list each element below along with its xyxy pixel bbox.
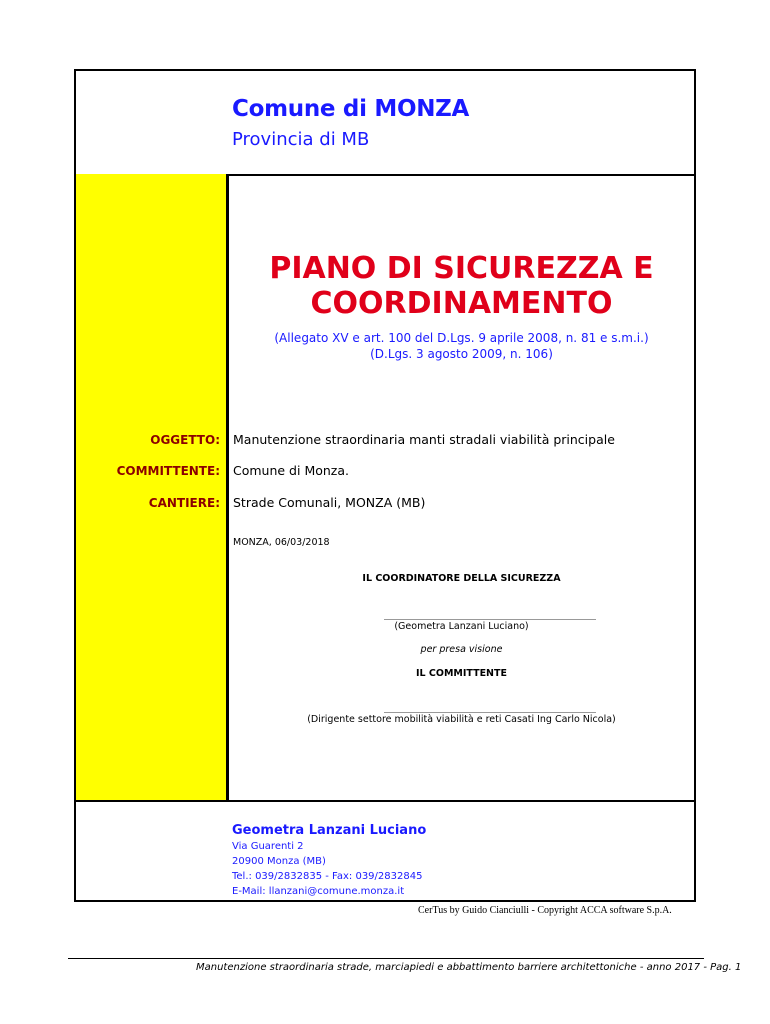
place-date: MONZA, 06/03/2018 bbox=[233, 537, 330, 548]
town-name: Comune di MONZA bbox=[232, 96, 470, 122]
client-signature-line bbox=[384, 712, 596, 713]
title-line-1: PIANO DI SICUREZZA E bbox=[269, 251, 654, 286]
yellow-sidebar bbox=[76, 174, 229, 800]
client-heading: IL COMMITTENTE bbox=[416, 668, 507, 679]
page-footer: Manutenzione straordinaria strade, marciapiedi e abbattimento barriere architettoniche - anno 2017 - Pag. 1 bbox=[196, 962, 742, 973]
committente-label: COMMITTENTE: bbox=[116, 464, 220, 478]
province-name: Provincia di MB bbox=[232, 129, 370, 150]
cover-frame bbox=[74, 69, 696, 902]
author-email: E-Mail: llanzani@comune.monza.it bbox=[232, 886, 405, 897]
coordinator-heading: IL COORDINATORE DELLA SICUREZZA bbox=[362, 573, 561, 584]
subtitle-line-1: (Allegato XV e art. 100 del D.Lgs. 9 aprile 2008, n. 81 e s.m.i.) bbox=[274, 331, 649, 345]
committente-value: Comune di Monza. bbox=[233, 463, 349, 478]
per-presa-visione: per presa visione bbox=[420, 644, 503, 655]
software-credit: CerTus by Guido Cianciulli - Copyright ACCA software S.p.A. bbox=[418, 905, 672, 916]
client-name: (Dirigente settore mobilità viabilità e reti Casati Ing Carlo Nicola) bbox=[307, 714, 616, 725]
document-title bbox=[229, 251, 694, 321]
cantiere-label: CANTIERE: bbox=[148, 496, 220, 510]
coordinator-signature-line bbox=[384, 619, 596, 620]
page-footer-rule bbox=[68, 958, 704, 959]
author-name: Geometra Lanzani Luciano bbox=[232, 823, 427, 838]
author-city: 20900 Monza (MB) bbox=[232, 856, 326, 867]
header-section bbox=[76, 71, 694, 176]
subtitle-line-2: (D.Lgs. 3 agosto 2009, n. 106) bbox=[370, 347, 553, 361]
coordinator-name: (Geometra Lanzani Luciano) bbox=[394, 621, 529, 632]
cantiere-value: Strade Comunali, MONZA (MB) bbox=[233, 495, 426, 510]
oggetto-value: Manutenzione straordinaria manti stradali viabilità principale bbox=[233, 432, 615, 447]
oggetto-label: OGGETTO: bbox=[150, 433, 220, 447]
document-subtitle bbox=[229, 330, 694, 362]
author-phone: Tel.: 039/2832835 - Fax: 039/2832845 bbox=[232, 871, 423, 882]
title-line-2: COORDINAMENTO bbox=[310, 286, 613, 321]
author-street: Via Guarenti 2 bbox=[232, 841, 304, 852]
section-divider bbox=[76, 800, 694, 802]
